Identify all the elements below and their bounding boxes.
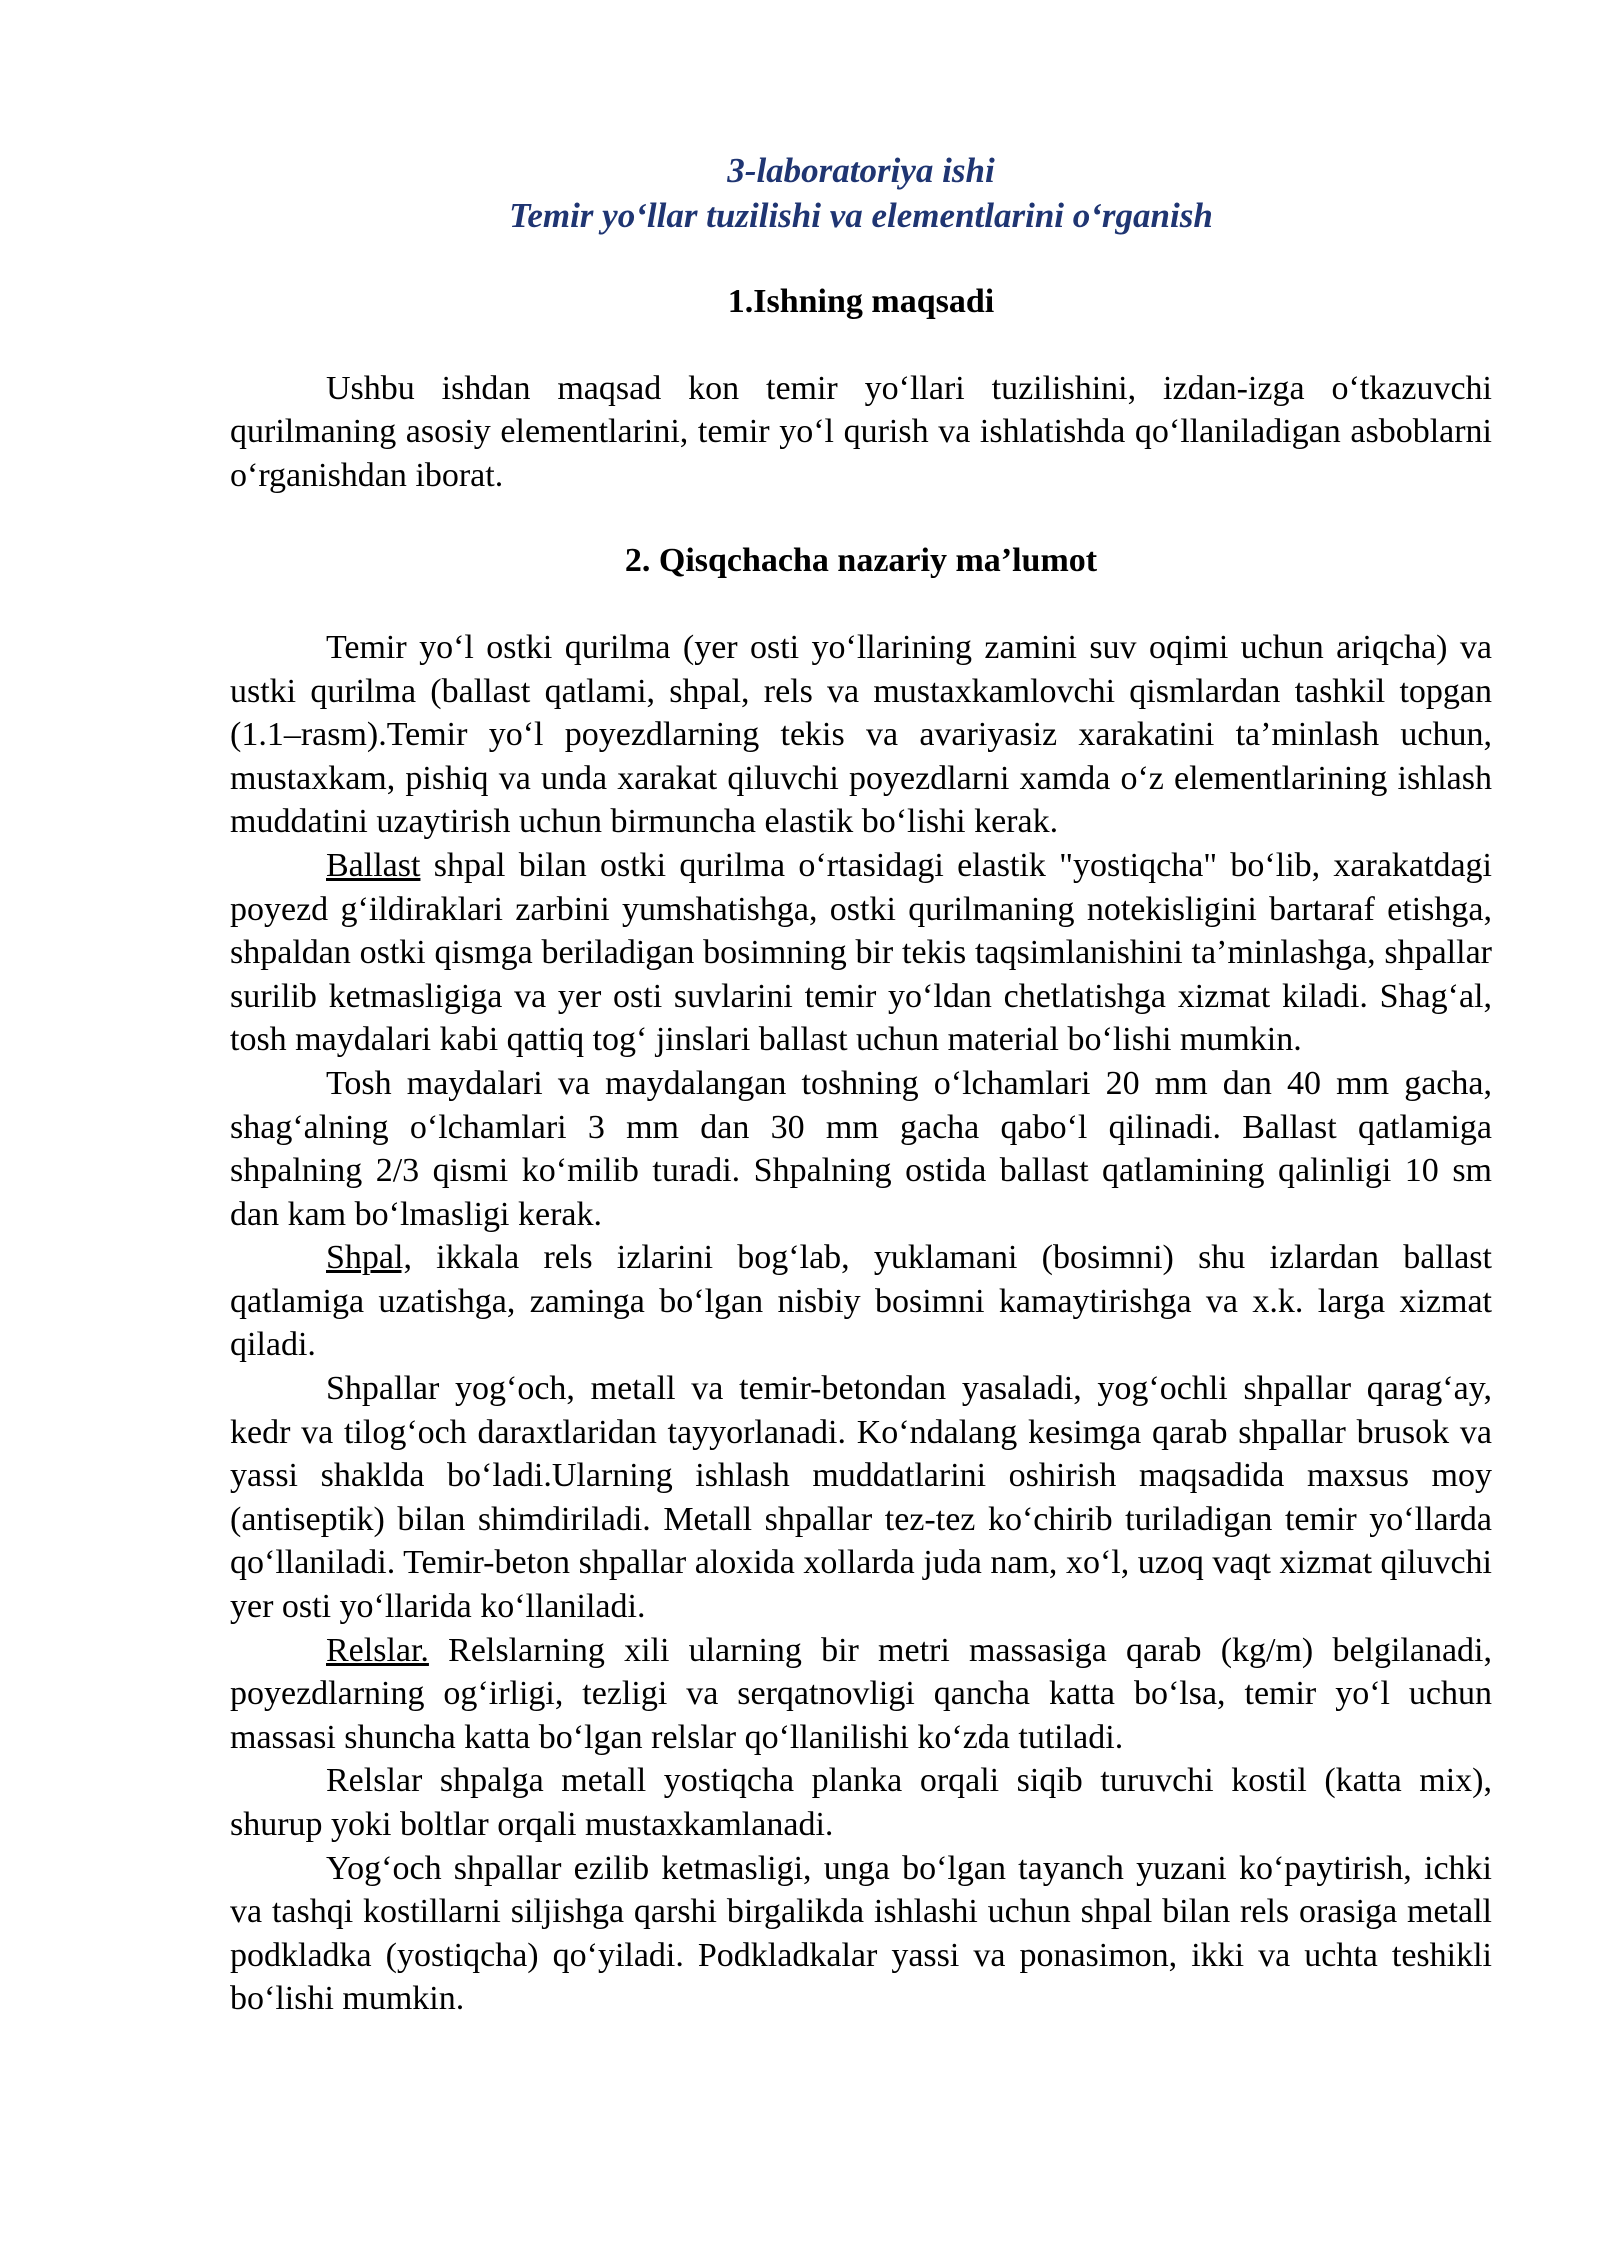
term-ballast: Ballast xyxy=(326,846,421,884)
section-heading-purpose: 1.Ishning maqsadi xyxy=(727,283,995,320)
paragraph-track-structure: Temir yo‘l ostki qurilma (yer osti yo‘llarining zamini suv oqimi uchun ariqcha) va ustki qurilma (ballast qatlami, shpal, rels va mustaxkamlovchi qismlardan tashkil topgan (1.1–rasm).Temir yo‘l poyezdlarning tekis va avariyasiz xarakatini ta’minlash uchun, mustaxkam, pishiq va unda xarakat qiluvchi poyezdlarni xamda o‘z elementlarining ishlash muddatini uzaytirish uchun birmuncha elastik bo‘lishi kerak. xyxy=(230,628,1492,841)
paragraph-ballast xyxy=(230,844,1492,1062)
paragraph-sleeper-text: ikkala rels izlarini bog‘lab, yuklamani (bosimni) shu izlardan ballast qatlamiga uzatishga, zaminga bo‘lgan nisbiy bosimni kamaytirishga va x.k. larga xizmat qiladi. xyxy=(230,1239,1492,1364)
term-relslar: Relslar. xyxy=(326,1631,429,1669)
paragraph-sleeper-materials: Shpallar yog‘och, metall va temir-betondan yasaladi, yog‘ochli shpallar qarag‘ay, kedr va tilog‘och daraxtlaridan tayyorlanadi. Ko‘ndalang kesimga qarab shpallar brusok va yassi shaklda bo‘ladi.Ularning ishlash muddatlarini oshirish maqsadida maxsus moy (antiseptik) bilan shimdiriladi. Metall shpallar tez-tez ko‘chirib turiladigan temir yo‘llarda qo‘llaniladi. Temir-beton shpallar aloxida xollarda juda nam, xo‘l, uzoq vaqt xizmat qiluvchi yer osti yo‘llarida ko‘llaniladi. xyxy=(230,1370,1492,1626)
paragraph-ballast-text: shpal bilan ostki qurilma o‘rtasidagi elastik "yostiqcha" bo‘lib, xarakatdagi poyezd g‘ildiraklari zarbini yumshatishga, ostki qurilmaning notekisligini bartaraf etishga, shpaldan ostki qismga beriladigan bosimning bir tekis taqsimlanishini ta’minlashga, shpallar surilib ketmasligiga va yer osti suvlarini temir yo‘ldan chetlatishga xizmat kiladi. Shag‘al, tosh maydalari kabi qattiq tog‘ jinslari ballast uchun material bo‘lishi mumkin. xyxy=(230,846,1492,1059)
title-line-2: Temir yo‘llar tuzilishi va elementlarini o‘rganish xyxy=(509,196,1213,235)
section-heading-theory: 2. Qisqchacha nazariy ma’lumot xyxy=(624,542,1098,580)
paragraph-tie-plates: Yog‘och shpallar ezilib ketmasligi, unga bo‘lgan tayanch yuzani ko‘paytirish, ichki va tashqi kostillarni siljishga qarshi birgalikda ishlashi uchun shpal bilan rels orasiga metall podkladka (yostiqcha) qo‘yiladi. Podkladkalar yassi va ponasimon, ikki va uchta teshikli bo‘lishi mumkin. xyxy=(230,1849,1492,2018)
paragraph-stone-sizes: Tosh maydalari va maydalangan toshning o‘lchamlari 20 mm dan 40 mm gacha, shag‘alning o‘lchamlari 3 mm dan 30 mm gacha qabo‘l qilinadi. Ballast qatlamiga shpalning 2/3 qismi ko‘milib turadi. Shpalning ostida ballast qatlamining qalinligi 10 sm dan kam bo‘lmasligi kerak. xyxy=(230,1064,1492,1233)
paragraph-rails-text: Relslarning xili ularning bir metri massasiga qarab (kg/m) belgilanadi, poyezdlarning og‘irligi, tezligi va serqatnovligi qancha katta bo‘lsa, temir yo‘l uchun massasi shuncha katta bo‘lgan relslar qo‘llanilishi ko‘zda tutiladi. xyxy=(230,1631,1492,1756)
document-title xyxy=(230,148,1492,238)
paragraph-rail-fastening: Relslar shpalga metall yostiqcha planka orqali siqib turuvchi kostil (katta mix), shurup yoki boltlar orqali mustaxkamlanadi. xyxy=(230,1762,1492,1843)
term-shpal: Shpal, xyxy=(326,1239,412,1277)
paragraph-purpose: Ushbu ishdan maqsad kon temir yo‘llari tuzilishini, izdan-izga o‘tkazuvchi qurilmaning asosiy elementlarini, temir yo‘l qurish va ishlatishda qo‘llaniladigan asboblarni o‘rganishdan iborat. xyxy=(230,369,1492,494)
title-line-1: 3-laboratoriya ishi xyxy=(727,151,995,190)
paragraph-sleeper xyxy=(230,1236,1492,1367)
document-page xyxy=(230,148,1492,2021)
paragraph-rails xyxy=(230,1629,1492,1760)
